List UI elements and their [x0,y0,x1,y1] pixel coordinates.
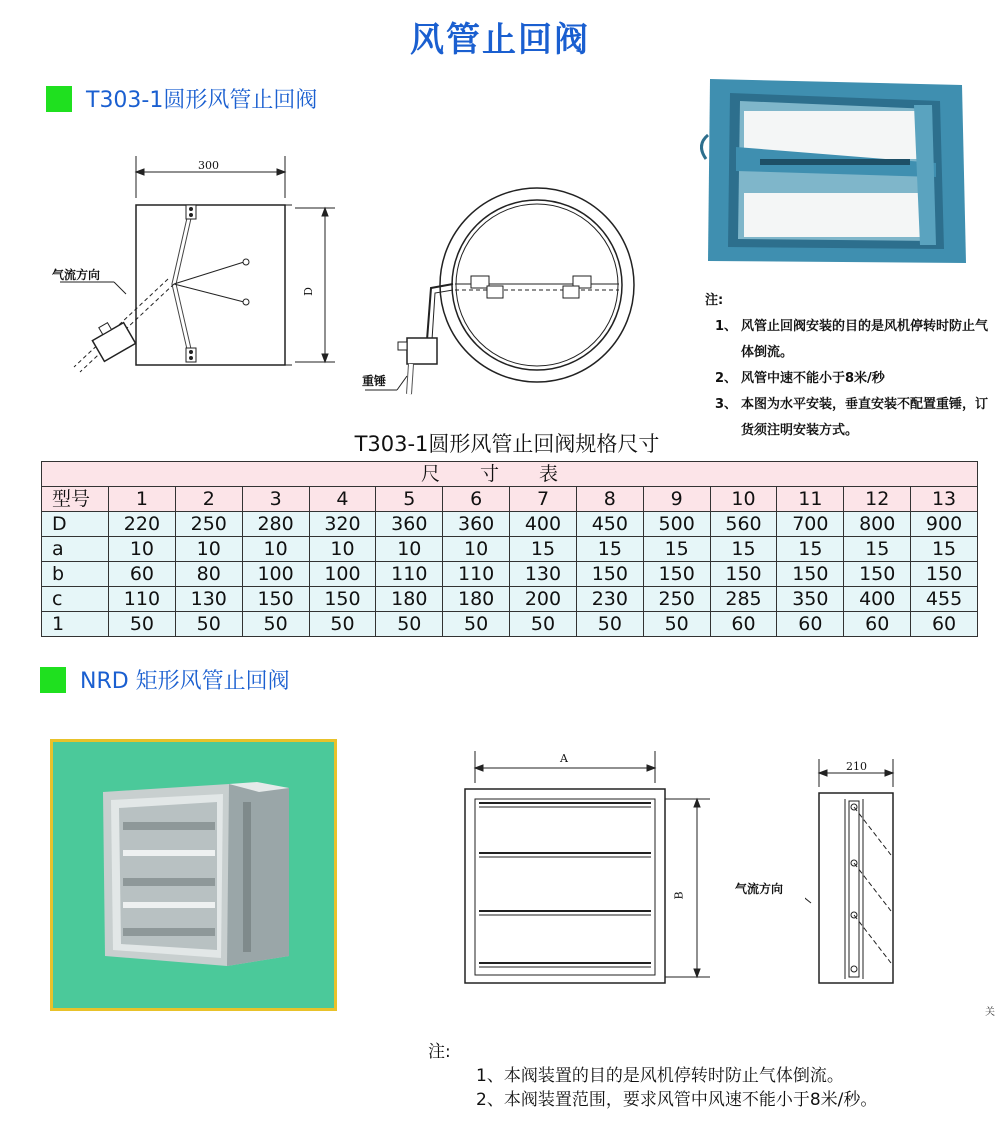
table-cell: 150 [643,562,710,587]
table-cell: 150 [911,562,978,587]
table-cell: 60 [109,562,176,587]
table-cell: 100 [309,562,376,587]
table-cell: 560 [710,512,777,537]
table-cell: 50 [643,612,710,637]
table-caption: 尺寸表 [42,462,978,487]
table-cell: 360 [443,512,510,537]
table-cell: 50 [443,612,510,637]
table-cell: 60 [777,612,844,637]
table-cell: 400 [510,512,577,537]
rect-damper-photo-frame [50,739,337,1011]
table-cell: 50 [109,612,176,637]
table-cell: 360 [376,512,443,537]
table-cell: 10 [376,537,443,562]
table-cell: 200 [510,587,577,612]
rect-damper-notes [428,1040,877,1112]
table-cell: 100 [242,562,309,587]
table-header-cell: 8 [576,487,643,512]
table-cell: 280 [242,512,309,537]
table-cell: 150 [777,562,844,587]
table-header-cell: 5 [376,487,443,512]
section-heading-round-text: T303-1圆形风管止回阀 [86,88,318,113]
table-cell: 450 [576,512,643,537]
table-cell: 455 [911,587,978,612]
table-cell: 320 [309,512,376,537]
table-header-row [42,487,978,512]
section-heading-rect [40,664,290,695]
table-cell: 15 [510,537,577,562]
table-cell: 500 [643,512,710,537]
table-header-cell: 2 [175,487,242,512]
table-cell: 350 [777,587,844,612]
section-heading-rect-text: NRD 矩形风管止回阀 [80,669,290,694]
table-cell: 80 [175,562,242,587]
table-cell: 15 [911,537,978,562]
round-damper-notes [705,288,995,444]
table-cell: 60 [710,612,777,637]
table-row [42,587,978,612]
table-cell: 230 [576,587,643,612]
table-cell: 150 [710,562,777,587]
table-header-cell: 12 [844,487,911,512]
table-cell: 10 [175,537,242,562]
airflow-direction-label: 气流方向 [52,268,101,282]
green-bullet-icon [40,667,66,693]
dimension-d-label: D [301,287,315,296]
table-cell: 10 [242,537,309,562]
table-header-cell: 3 [242,487,309,512]
table-cell: 700 [777,512,844,537]
table-header-cell: 4 [309,487,376,512]
table-cell: 10 [443,537,510,562]
dimension-b-label: B [672,891,686,900]
table-caption-row [42,462,978,487]
airflow-direction-label-rect: 气流方向 [735,882,784,896]
dimension-a-label: A [560,752,568,765]
rect-damper-side-drawing [805,755,910,990]
spec-table [41,461,978,637]
table-cell: 10 [309,537,376,562]
table-header-cell: 9 [643,487,710,512]
table-cell: 60 [844,612,911,637]
note-item: 3、 本图为水平安装，垂直安装不配置重锤，订货须注明安装方式。 [714,397,989,438]
table-cell: 150 [309,587,376,612]
table-row [42,612,978,637]
counterweight-label: 重锤 [362,374,387,388]
dimension-width-label: 300 [198,159,219,172]
table-cell: 110 [109,587,176,612]
table-cell: 50 [576,612,643,637]
table-cell: 220 [109,512,176,537]
table-cell: 15 [643,537,710,562]
table-header-label: 型号 [42,487,109,512]
table-cell: 180 [376,587,443,612]
table-cell: 900 [911,512,978,537]
table-cell: 50 [242,612,309,637]
table-header-cell: 7 [510,487,577,512]
round-damper-photo [700,75,972,267]
table-cell: 150 [576,562,643,587]
table-header-cell: 11 [777,487,844,512]
table-row [42,512,978,537]
table-cell: 130 [175,587,242,612]
rect-damper-front-drawing [455,745,720,990]
table-header-cell: 6 [443,487,510,512]
table-cell: 250 [175,512,242,537]
table-row [42,537,978,562]
table-header-cell: 1 [109,487,176,512]
table-cell: 15 [777,537,844,562]
table-cell: 150 [844,562,911,587]
round-damper-end-drawing [355,180,655,400]
table-cell: 285 [710,587,777,612]
note-item: 2、本阀装置范围，要求风管中风速不能小于8米/秒。 [476,1090,878,1110]
table-cell: 250 [643,587,710,612]
table-cell: 15 [710,537,777,562]
table-cell: 50 [309,612,376,637]
table-header-cell: 13 [911,487,978,512]
table-cell: 50 [510,612,577,637]
table-cell: 110 [376,562,443,587]
table-cell: 50 [175,612,242,637]
table-row [42,562,978,587]
spec-table-title: T303-1圆形风管止回阀规格尺寸 [354,432,660,456]
table-row-label: 1 [42,612,109,637]
note-item: 1、本阀装置的目的是风机停转时防止气体倒流。 [476,1066,844,1086]
table-cell: 180 [443,587,510,612]
rect-damper-photo [53,742,334,1008]
corner-text: 关 [985,1007,995,1018]
page-title: 风管止回阀 [410,20,590,60]
table-cell: 150 [242,587,309,612]
dimension-210-label: 210 [846,760,867,773]
table-cell: 400 [844,587,911,612]
green-bullet-icon [46,86,72,112]
table-header-cell: 10 [710,487,777,512]
table-cell: 15 [844,537,911,562]
table-cell: 50 [376,612,443,637]
table-row-label: a [42,537,109,562]
table-cell: 10 [109,537,176,562]
notes-title: 注: [428,1042,451,1062]
table-row-label: b [42,562,109,587]
section-heading-round [46,83,317,114]
table-row-label: c [42,587,109,612]
notes-title: 注: [705,293,724,308]
note-item: 1、 风管止回阀安装的目的是风机停转时防止气体倒流。 [714,319,989,360]
table-cell: 800 [844,512,911,537]
note-item: 2、 风管中速不能小于8米/秒 [714,371,885,386]
table-cell: 15 [576,537,643,562]
table-cell: 110 [443,562,510,587]
table-row-label: D [42,512,109,537]
table-cell: 60 [911,612,978,637]
table-cell: 130 [510,562,577,587]
